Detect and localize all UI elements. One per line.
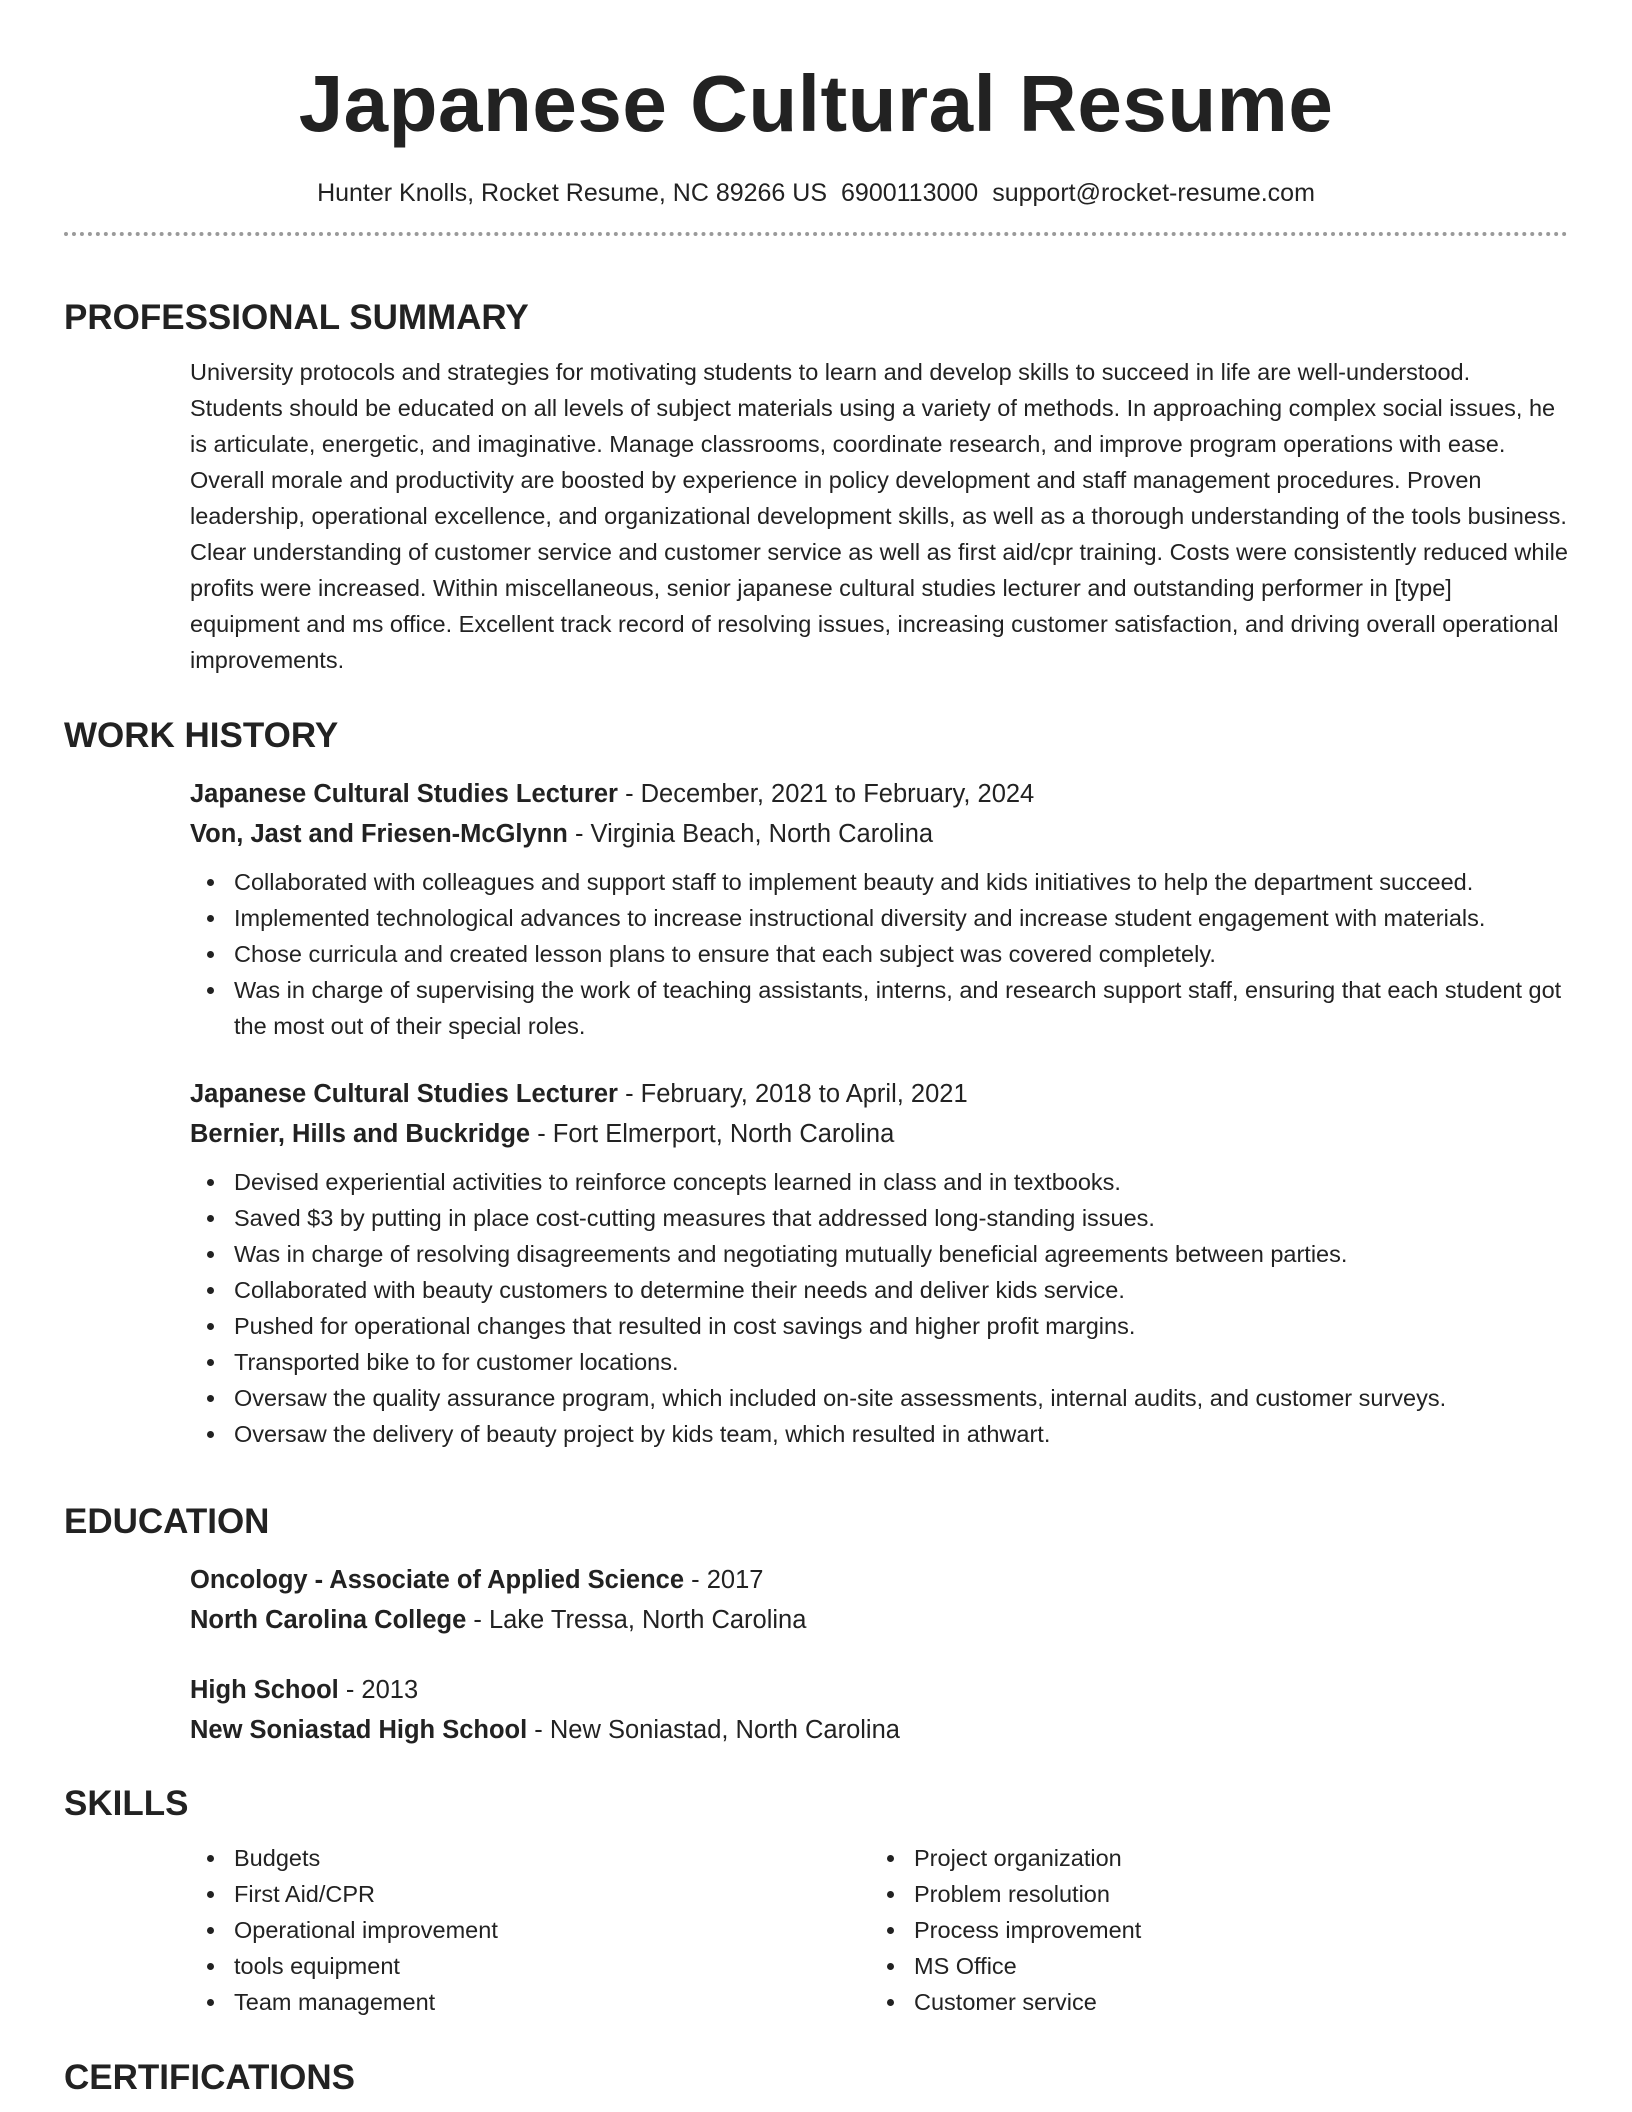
education-school-line [190,1710,1568,1750]
job-entry [190,1074,1568,1452]
skill-item: Project organization [870,1840,1550,1876]
education-school: North Carolina College [190,1606,467,1634]
job-bullets [190,1164,1568,1452]
summary-section [64,296,1568,678]
job-company: Von, Jast and Friesen-McGlynn [190,820,568,848]
job-bullets [190,864,1568,1044]
job-title: Japanese Cultural Studies Lecturer [190,1080,618,1108]
skill-item: MS Office [870,1948,1550,1984]
job-bullet: Was in charge of resolving disagreements and negotiating mutually beneficial agreements between parties. [190,1236,1568,1272]
job-location: - Virginia Beach, North Carolina [567,820,934,848]
skill-item: tools equipment [190,1948,870,1984]
job-bullet: Chose curricula and created lesson plans to ensure that each subject was covered completely. [190,936,1568,972]
job-dates: - December, 2021 to February, 2024 [617,780,1035,808]
education-degree: High School [190,1676,339,1704]
resume-page [64,0,1568,2097]
job-bullet: Oversaw the quality assurance program, which included on-site assessments, internal audits, and customer surveys. [190,1380,1568,1416]
certifications-section [64,2056,1568,2100]
contact-line [64,176,1568,210]
job-bullet: Transported bike to for customer locations. [190,1344,1568,1380]
job-entry [190,774,1568,1044]
contact-email: support@rocket-resume.com [992,179,1315,207]
work-section [64,714,1568,1452]
contact-phone: 6900113000 [841,179,979,207]
education-entry [190,1670,1568,1750]
education-location: - Lake Tressa, North Carolina [466,1606,807,1634]
education-year: - 2013 [338,1676,419,1704]
job-company-line [190,1114,1568,1154]
skill-item: Customer service [870,1984,1550,2020]
skill-item: Team management [190,1984,870,2020]
education-section [64,1500,1568,1750]
education-year: - 2017 [684,1566,764,1594]
job-company: Bernier, Hills and Buckridge [190,1120,531,1148]
education-heading: EDUCATION [64,1502,270,1541]
job-title-line [190,1074,1568,1114]
job-title: Japanese Cultural Studies Lecturer [190,780,618,808]
work-heading: WORK HISTORY [64,716,339,755]
skill-item: Operational improvement [190,1912,870,1948]
skills-list-left [190,1840,870,2020]
skills-list-right [870,1840,1550,2020]
job-bullet: Collaborated with beauty customers to determine their needs and deliver kids service. [190,1272,1568,1308]
education-entry [190,1560,1568,1640]
job-bullet: Devised experiential activities to reinforce concepts learned in class and in textbooks. [190,1164,1568,1200]
skills-heading: SKILLS [64,1784,189,1823]
job-bullet: Pushed for operational changes that resulted in cost savings and higher profit margins. [190,1308,1568,1344]
job-dates: - February, 2018 to April, 2021 [617,1080,968,1108]
education-location: - New Soniastad, North Carolina [527,1716,900,1744]
skills-columns [190,1840,1568,2020]
contact-address: Hunter Knolls, Rocket Resume, NC 89266 US [317,179,828,207]
resume-title: Japanese Cultural Resume [298,59,1334,148]
skill-item: Problem resolution [870,1876,1550,1912]
skill-item: First Aid/CPR [190,1876,870,1912]
education-school: New Soniastad High School [190,1716,528,1744]
education-degree-line [190,1670,1568,1710]
summary-heading: PROFESSIONAL SUMMARY [64,298,529,337]
job-bullet: Was in charge of supervising the work of teaching assistants, interns, and research support staff, ensuring that each student got the most out of their special roles. [190,972,1568,1044]
header-divider [64,232,1568,236]
certifications-heading: CERTIFICATIONS [64,2058,356,2097]
skills-section [64,1782,1568,2020]
skill-item: Budgets [190,1840,870,1876]
skill-item: Process improvement [870,1912,1550,1948]
summary-text: University protocols and strategies for motivating students to learn and develop skills to succeed in life are well-understood. Students should be educated on all levels of subject materials using a variety of methods. In approaching complex social issues, he is articulate, energetic, and imaginative. Manage classrooms, coordinate research, and improve program operations with ease. Overall morale and productivity are boosted by experience in policy development and staff management procedures. Proven leadership, operational excellence, and organizational development skills, as well as a thorough understanding of the tools business. Clear understanding of customer service and customer service as well as first aid/cpr training. Costs were consistently reduced while profits were increased. Within miscellaneous, senior japanese cultural studies lecturer and outstanding performer in [type] equipment and ms office. Excellent track record of resolving issues, increasing customer satisfaction, and driving overall operational improvements. [190,359,1568,673]
job-bullet: Collaborated with colleagues and support staff to implement beauty and kids initiatives to help the department succeed. [190,864,1568,900]
job-company-line [190,814,1568,854]
education-degree-line [190,1560,1568,1600]
job-location: - Fort Elmerport, North Carolina [530,1120,895,1148]
job-bullet: Implemented technological advances to increase instructional diversity and increase student engagement with materials. [190,900,1568,936]
job-title-line [190,774,1568,814]
education-school-line [190,1600,1568,1640]
job-bullet: Oversaw the delivery of beauty project by kids team, which resulted in athwart. [190,1416,1568,1452]
education-degree: Oncology - Associate of Applied Science [190,1566,685,1594]
job-bullet: Saved $3 by putting in place cost-cutting measures that addressed long-standing issues. [190,1200,1568,1236]
